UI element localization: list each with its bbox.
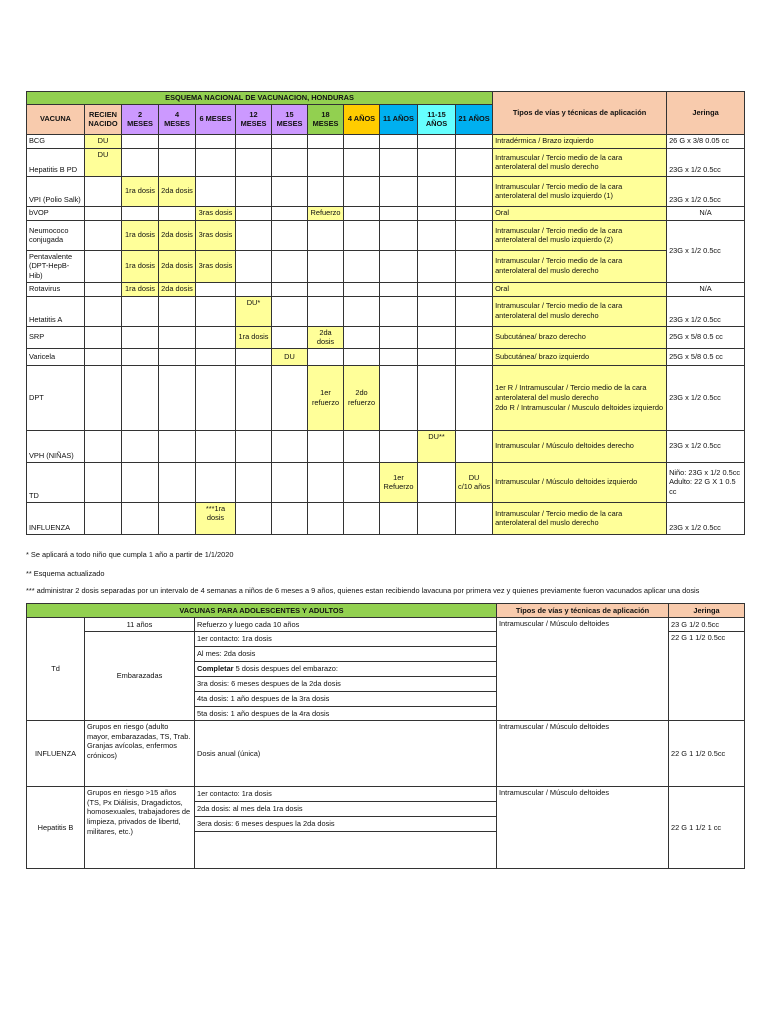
route-cell: Intramuscular / Tercio medio de la cara anterolateral del muslo derecho [493, 148, 667, 176]
footnote: ** Esquema actualizado [26, 569, 105, 578]
dose-cell: 2da dosis [159, 282, 196, 296]
vaccine-name: Rotavirus [27, 282, 85, 296]
route-cell: Intramuscular / Tercio medio de la cara anterolateral del muslo izquierdo (2) [493, 220, 667, 250]
footnote: * Se aplicará a todo niño que cumpla 1 año a partir de 1/1/2020 [26, 550, 234, 559]
row-hepatitis-b-adults [27, 787, 745, 802]
dose-cell: DU [272, 348, 308, 365]
row-influenza [27, 502, 745, 534]
route-cell: Oral [493, 282, 667, 296]
vaccine-name: Varicela [27, 348, 85, 365]
header-18-meses: 18 MESES [308, 104, 344, 134]
row-varicela [27, 348, 745, 365]
route-cell: Intramuscular / Músculo deltoides [497, 721, 669, 787]
syringe-cell: 23 G 1/2 0.5cc [669, 618, 745, 632]
syringe-cell: 23G x 1/2 0.5cc [667, 430, 745, 462]
adults-title: VACUNAS PARA ADOLESCENTES Y ADULTOS [27, 604, 497, 618]
dose-cell: DU c/10 años [456, 462, 493, 502]
dose-cell: 2da dosis [159, 250, 196, 282]
row-srp [27, 326, 745, 348]
dose-cell: Refuerzo y luego cada 10 años [195, 618, 497, 632]
syringe-cell: 25G x 5/8 0.5 cc [667, 326, 745, 348]
syringe-cell: 25G x 5/8 0.5 cc [667, 348, 745, 365]
vaccine-name: INFLUENZA [27, 721, 85, 787]
header-4-anos: 4 AÑOS [344, 104, 380, 134]
row-hepatitis-a [27, 296, 745, 326]
dose-cell: 2do refuerzo [344, 365, 380, 430]
header-15-meses: 15 MESES [272, 104, 308, 134]
row-rotavirus [27, 282, 745, 296]
route-cell: Subcutánea/ brazo derecho [493, 326, 667, 348]
row-neumococo [27, 220, 745, 250]
group-cell: Grupos en riesgo (adulto mayor, embarazadas, TS, Trab. Granjas avícolas, enfermos crónicos) [85, 721, 195, 787]
group-cell: Grupos en riesgo >15 años (TS, Px Diálisis, Dragadictos, homosexuales, trabajadores de limpieza, privados de libertd, militares, etc.) [85, 787, 195, 869]
dose-cell: 3ras dosis [196, 220, 236, 250]
footnote: *** administrar 2 dosis separadas por un intervalo de 4 semanas a niños de 6 meses a 9 años, quienes estan recibiendo lavacuna por primera vez y quienes previamente fueron vacunados aplicar una dosis [26, 586, 700, 595]
syringe-cell: Niño: 23G x 1/2 0.5cc Adulto: 22 G X 1 0.5 cc [667, 462, 745, 502]
dose-cell: 1ra dosis [122, 220, 159, 250]
route-cell: 1er R / Intramuscular / Tercio medio de la cara anterolateral del muslo derecho 2do R / Intramuscular / Musculo deltoides izquierdo [493, 365, 667, 430]
syringe-cell: 23G x 1/2 0.5cc [667, 502, 745, 534]
dose-cell: 1ra dosis [236, 326, 272, 348]
syringe-cell: N/A [667, 206, 745, 220]
row-hepatitis-b [27, 148, 745, 176]
route-cell: Oral [493, 206, 667, 220]
dose-cell: DU* [236, 296, 272, 326]
syringe-cell: 22 G 1 1/2 0.5cc [669, 721, 745, 787]
syringe-cell: 23G x 1/2 0.5cc [667, 176, 745, 206]
vaccine-name: Pentavalente (DPT-HepB- Hib) [27, 250, 85, 282]
dose-cell: DU [85, 134, 122, 148]
vaccine-name: VPH (NIÑAS) [27, 430, 85, 462]
main-title: ESQUEMA NACIONAL DE VACUNACION, HONDURAS [27, 92, 493, 105]
adults-header-jeringa: Jeringa [669, 604, 745, 618]
route-cell: Intramuscular / Músculo deltoides [497, 618, 669, 721]
dose-cell: Completar 5 dosis despues del embarazo: [195, 662, 497, 677]
row-td-adults [27, 618, 745, 632]
dose-cell: 1ra dosis [122, 250, 159, 282]
group-cell: Embarazadas [85, 632, 195, 721]
header-6-meses: 6 MESES [196, 104, 236, 134]
route-cell: Intramuscular / Músculo deltoides derecho [493, 430, 667, 462]
dose-cell: Refuerzo [308, 206, 344, 220]
dose-cell: DU [85, 148, 122, 176]
header-11-15-anos: 11-15 AÑOS [418, 104, 456, 134]
dose-cell: 1ra dosis [122, 282, 159, 296]
dose-cell: 2da dosis [159, 176, 196, 206]
row-influenza-adults [27, 721, 745, 787]
syringe-cell: 23G x 1/2 0.5cc [667, 148, 745, 176]
vaccination-schedule-table [26, 91, 745, 535]
vaccine-name: SRP [27, 326, 85, 348]
route-cell: Intradérmica / Brazo izquierdo [493, 134, 667, 148]
dose-cell: 1er Refuerzo [380, 462, 418, 502]
header-jeringa: Jeringa [667, 92, 745, 135]
header-12-meses: 12 MESES [236, 104, 272, 134]
header-recien-nacido: RECIEN NACIDO [85, 104, 122, 134]
syringe-cell: 23G x 1/2 0.5cc [667, 220, 745, 282]
adults-header-tipos: Tipos de vías y técnicas de aplicación [497, 604, 669, 618]
route-cell: Intramuscular / Músculo deltoides [497, 787, 669, 869]
vaccine-name: Hepatitis B [27, 787, 85, 869]
vaccine-name: Hetatitis A [27, 296, 85, 326]
dose-cell: ***1ra dosis [196, 502, 236, 534]
dose-cell: 1er contacto: 1ra dosis [195, 632, 497, 647]
vaccine-name: Hepatitis B PD [27, 148, 85, 176]
dose-cell: DU** [418, 430, 456, 462]
dose-cell: 3ras dosis [196, 250, 236, 282]
route-cell: Intramuscular / Tercio medio de la cara anterolateral del muslo derecho [493, 502, 667, 534]
vaccine-name: VPI (Polio Salk) [27, 176, 85, 206]
vaccine-name: DPT [27, 365, 85, 430]
syringe-cell: 23G x 1/2 0.5cc [667, 296, 745, 326]
row-dpt [27, 365, 745, 430]
route-cell: Intramuscular / Tercio medio de la cara anterolateral del muslo derecho [493, 250, 667, 282]
row-bcg [27, 134, 745, 148]
dose-cell: 3era dosis: 6 meses despues la 2da dosis [195, 817, 497, 832]
vaccine-name: TD [27, 462, 85, 502]
row-bvop [27, 206, 745, 220]
route-cell: Intramuscular / Músculo deltoides izquierdo [493, 462, 667, 502]
row-vpi [27, 176, 745, 206]
dose-cell: 3ras dosis [196, 206, 236, 220]
group-cell: 11 años [85, 618, 195, 632]
header-4-meses: 4 MESES [159, 104, 196, 134]
header-vacuna: VACUNA [27, 104, 85, 134]
syringe-cell: 22 G 1 1/2 0.5cc [669, 632, 745, 721]
vaccine-name: BCG [27, 134, 85, 148]
header-11-anos: 11 AÑOS [380, 104, 418, 134]
row-td [27, 462, 745, 502]
adult-vaccination-table [26, 603, 745, 869]
dose-cell [195, 832, 497, 869]
vaccine-name: Td [27, 618, 85, 721]
vaccine-name: bVOP [27, 206, 85, 220]
header-21-anos: 21 AÑOS [456, 104, 493, 134]
dose-cell: 3ra dosis: 6 meses despues de la 2da dosis [195, 677, 497, 692]
row-vph [27, 430, 745, 462]
dose-cell: 2da dosis [159, 220, 196, 250]
syringe-cell: 23G x 1/2 0.5cc [667, 365, 745, 430]
header-2-meses: 2 MESES [122, 104, 159, 134]
dose-cell: 1ra dosis [122, 176, 159, 206]
dose-cell: 5ta dosis: 1 año despues de la 4ra dosis [195, 707, 497, 721]
dose-cell: 1er refuerzo [308, 365, 344, 430]
dose-cell: 2da dosis: al mes dela 1ra dosis [195, 802, 497, 817]
syringe-cell: N/A [667, 282, 745, 296]
route-cell: Intramuscular / Tercio medio de la cara anterolateral del muslo derecho [493, 296, 667, 326]
dose-cell: Dosis anual (única) [195, 721, 497, 787]
dose-cell: 4ta dosis: 1 año despues de la 3ra dosis [195, 692, 497, 707]
dose-cell: 1er contacto: 1ra dosis [195, 787, 497, 802]
dose-cell: 2da dosis [308, 326, 344, 348]
header-tipos: Tipos de vías y técnicas de aplicación [493, 92, 667, 135]
route-cell: Subcutánea/ brazo izquierdo [493, 348, 667, 365]
route-cell: Intramuscular / Tercio medio de la cara anterolateral del muslo izquierdo (1) [493, 176, 667, 206]
syringe-cell: 26 G x 3/8 0.05 cc [667, 134, 745, 148]
syringe-cell: 22 G 1 1/2 1 cc [669, 787, 745, 869]
dose-cell: Al mes: 2da dosis [195, 647, 497, 662]
vaccine-name: Neumococo conjugada [27, 220, 85, 250]
vaccine-name: INFLUENZA [27, 502, 85, 534]
row-pentavalente [27, 250, 745, 282]
